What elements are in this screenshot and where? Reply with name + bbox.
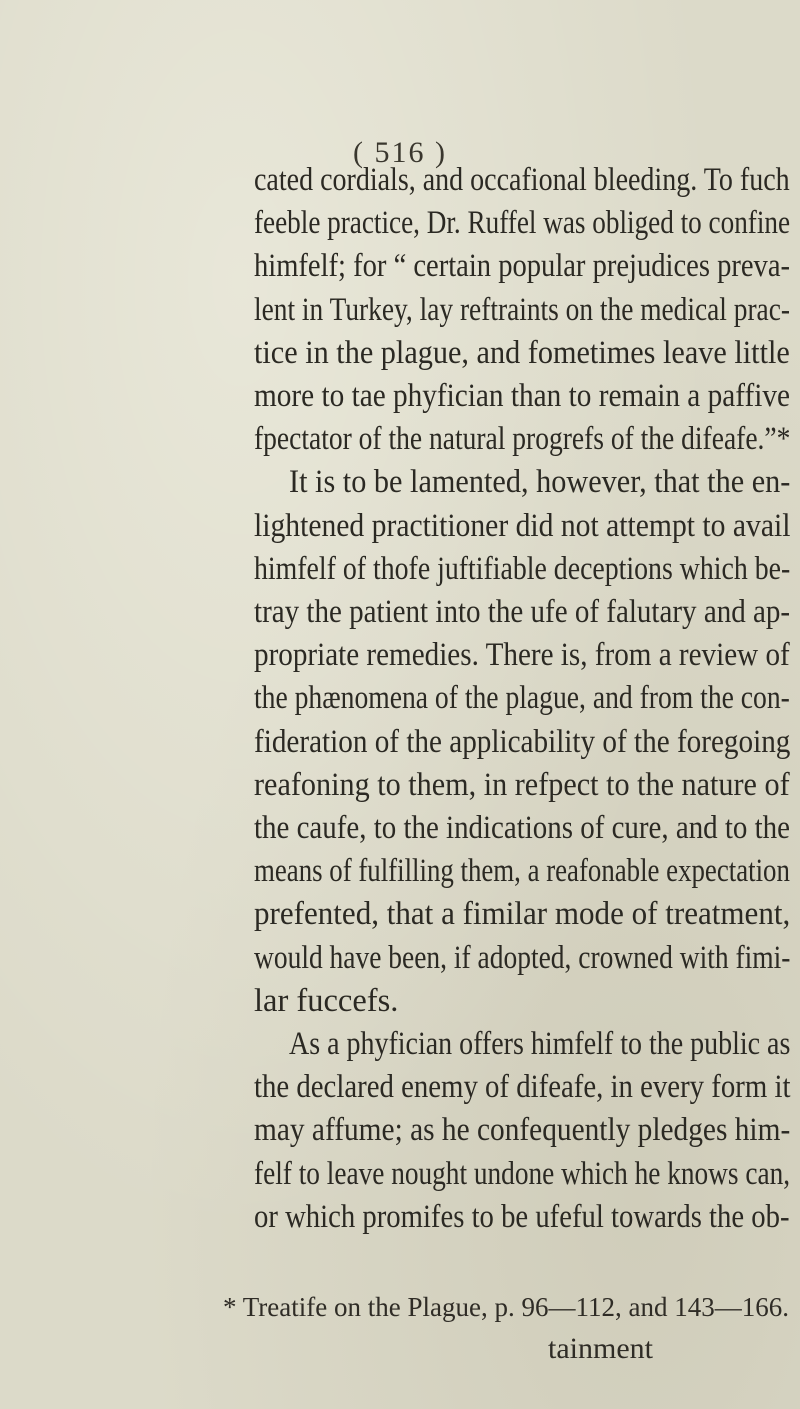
text-line: lent in Turkey, lay reftraints on the medical prac- [254, 291, 791, 328]
text-line: fideration of the applicability of the foregoing [254, 723, 791, 760]
text-line: As a phyfician offers himfelf to the public as [289, 1026, 791, 1062]
text-line: more to tae phyfician than to remain a paffive [254, 378, 790, 414]
text-line: tice in the plague, and fometimes leave little [254, 334, 790, 371]
text-line: It is to be lamented, however, that the en- [289, 464, 791, 501]
text-line: would have been, if adopted, crowned with fimi- [254, 939, 791, 976]
text-line: means of fulfilling them, a reafonable expectation [254, 853, 790, 890]
text-line: himfelf; for “ certain popular prejudices preva- [254, 248, 791, 285]
text-line: lightened practitioner did not attempt to avail [254, 507, 791, 544]
text-line: lar fuccefs. [254, 982, 399, 1019]
text-line: the phænomena of the plague, and from the con- [254, 680, 790, 717]
text-line: prefented, that a fimilar mode of treatment, [254, 896, 791, 933]
text-line: fpectator of the natural progrefs of the difeafe.”* [254, 421, 791, 458]
text-line: feeble practice, Dr. Ruffel was obliged to confine [254, 205, 791, 242]
text-line: the caufe, to the indications of cure, and to the [254, 810, 790, 846]
catchword: tainment [548, 1332, 653, 1365]
text-line: or which promifes to be ufeful towards the ob- [254, 1198, 790, 1235]
text-line: felf to leave nought undone which he knows can, [254, 1155, 791, 1192]
text-line: propriate remedies. There is, from a review of [254, 637, 790, 674]
page-number: ( 516 ) [353, 136, 447, 169]
text-line: himfelf of thofe juftifiable deceptions which be- [254, 550, 791, 587]
text-line: the declared enemy of difeafe, in every form it [254, 1069, 791, 1106]
footnote: * Treatife on the Plague, p. 96—112, and 143—166. [223, 1292, 789, 1322]
text-line: cated cordials, and occafional bleeding. To fuch [254, 162, 790, 198]
text-line: may affume; as he confequently pledges him- [254, 1112, 791, 1149]
text-line: reafoning to them, in refpect to the nature of [254, 766, 790, 803]
text-line: tray the patient into the ufe of falutary and ap- [254, 594, 791, 630]
